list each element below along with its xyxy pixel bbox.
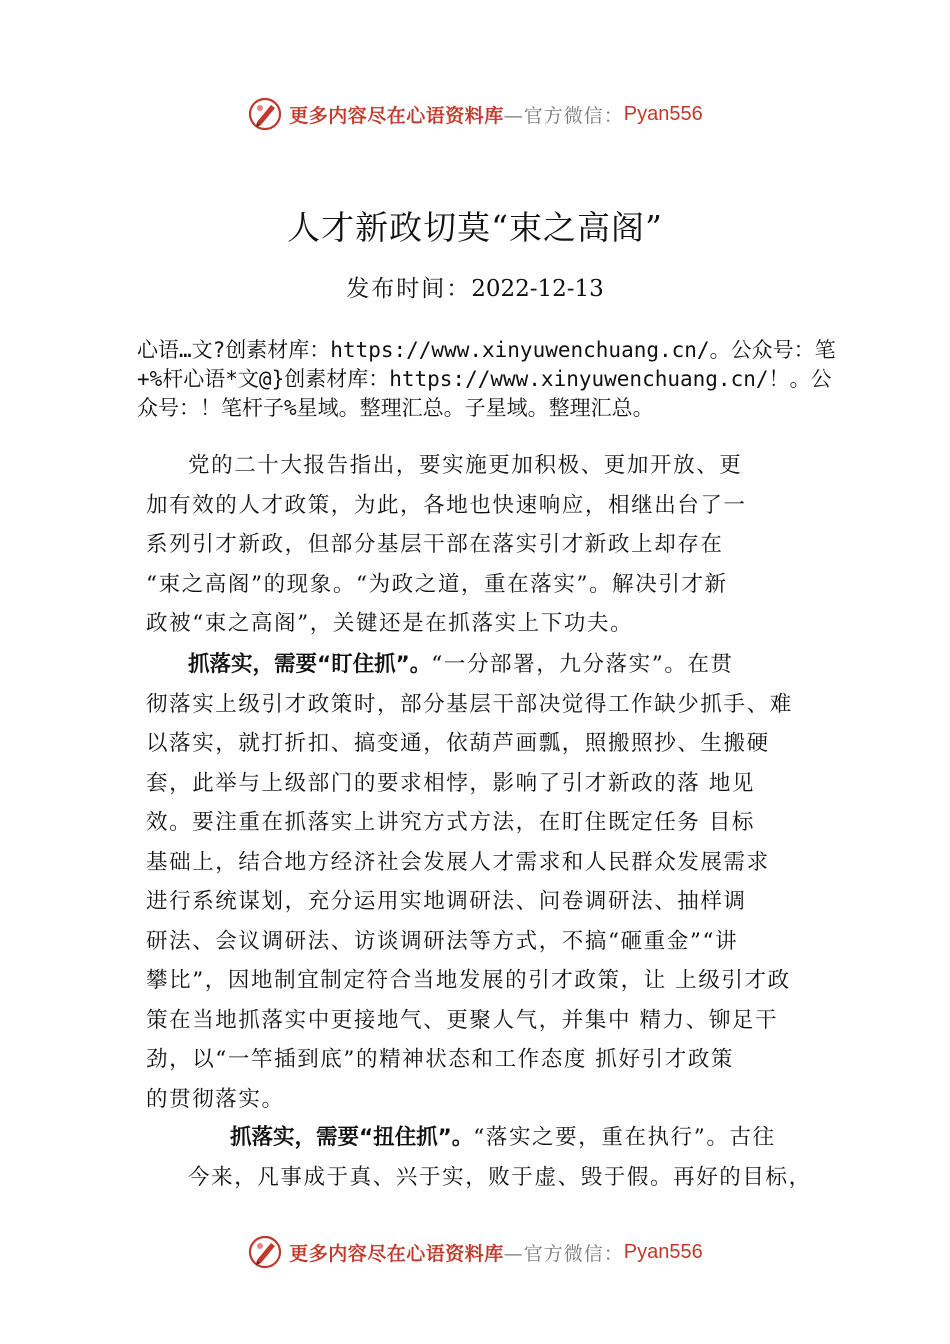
paragraph-line: 加有效的人才政策，为此，各地也快速响应，相继出台了一 — [146, 492, 747, 518]
pen-logo-icon — [247, 1234, 283, 1270]
paragraph-line: 的贯彻落实。 — [146, 1086, 285, 1112]
paragraph-line: 劲，以“一竿插到底”的精神状态和工作态度 抓好引才政策 — [146, 1047, 735, 1072]
article-title: 人才新政切莫“束之高阁” — [287, 208, 663, 247]
paragraph-1 — [146, 446, 836, 644]
bottom-banner — [0, 1232, 950, 1272]
paragraph-line: 进行系统谋划，充分运用实地调研法、问卷调研法、抽样调 — [146, 889, 747, 914]
banner-wechat-label: —官方微信： — [503, 1242, 624, 1265]
paragraph-3 — [146, 1118, 836, 1197]
paragraph-line: 以落实，就打折扣、搞变通，依葫芦画瓢，照搬照抄、生搬硬 — [146, 731, 770, 756]
paragraph-line: 党的二十大报告指出，要实施更加积极、更加开放、更 — [188, 453, 743, 478]
paragraph-line: 研法、会议调研法、访谈调研法等方式，不搞“砸重金”“讲 — [146, 928, 739, 954]
paragraph-line: 彻落实上级引才政策时，部分基层干部决觉得工作缺少抓手、难 — [146, 691, 793, 717]
publish-date-value: 2022-12-13 — [471, 276, 604, 302]
banner-wechat-id: Pyan556 — [623, 1240, 703, 1263]
banner-wechat-label: —官方微信： — [503, 104, 624, 127]
pen-logo-icon — [247, 96, 283, 132]
paragraph-line: 攀比”，因地制宜制定符合当地发展的引才政策，让 上级引才政 — [146, 968, 791, 993]
paragraph-line: 抓落实，需要“盯住抓”。“一分部署，九分落实”。在贯 — [188, 652, 734, 677]
paragraph-line: 基础上，结合地方经济社会发展人才需求和人民群众发展需求 — [146, 849, 770, 875]
banner-wechat-id: Pyan556 — [623, 102, 703, 125]
paragraph-3-heading: 抓落实，需要“扭住抓”。 — [230, 1125, 474, 1150]
source-note: 心语…文?创素材库：https://www.xinyuwenchuang.cn/。公众号：笔+%杆心语*文@}创素材库：https://www.xinyuwenchuang.cn/！。公众号：！笔杆子%星域。整理汇总。子星域。整理汇总。 — [137, 338, 836, 420]
paragraph-line: “束之高阁”的现象。“为政之道，重在落实”。解决引才新 — [146, 571, 728, 597]
banner-slogan: 更多内容尽在心语资料库 — [289, 1242, 504, 1265]
paragraph-line: 政被“束之高阁”，关键还是在抓落实上下功夫。 — [146, 611, 634, 636]
paragraph-2-heading: 抓落实，需要“盯住抓”。 — [188, 652, 432, 677]
paragraph-line: 效。要注重在抓落实上讲究方式方法，在盯住既定任务 目标 — [146, 810, 756, 835]
paragraph-line: 抓落实，需要“扭住抓”。“落实之要，重在执行”。古往 — [230, 1125, 776, 1150]
paragraph-line: 套，此举与上级部门的要求相悖，影响了引才新政的落 地见 — [146, 770, 756, 796]
paragraph-line: 策在当地抓落实中更接地气、更聚人气，并集中 精力、铆足干 — [146, 1007, 779, 1033]
publish-date-label: 发布时间： — [346, 276, 472, 302]
top-banner — [0, 94, 950, 134]
banner-slogan: 更多内容尽在心语资料库 — [289, 104, 504, 127]
publish-date — [0, 270, 950, 303]
paragraph-2 — [146, 645, 836, 1119]
paragraph-line: 系列引才新政，但部分基层干部在落实引才新政上却存在 — [146, 532, 724, 557]
paragraph-line: 今来，凡事成于真、兴于实，败于虚、毁于假。再好的目标， — [188, 1164, 812, 1190]
